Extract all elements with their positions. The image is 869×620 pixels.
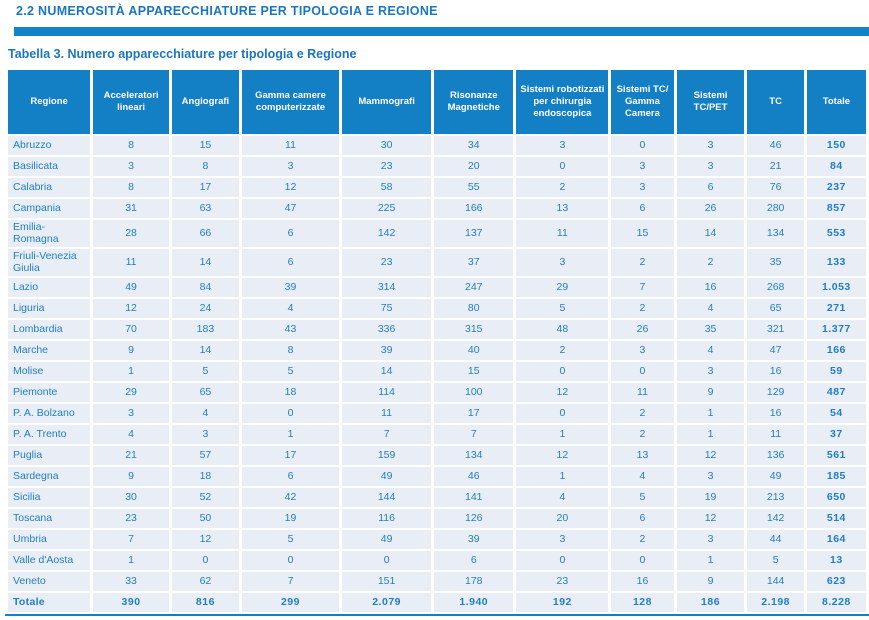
table-cell: 13 bbox=[611, 446, 673, 465]
table-cell: 7 bbox=[93, 530, 169, 549]
table-cell: 5 bbox=[516, 299, 608, 318]
region-name: Liguria bbox=[8, 299, 90, 318]
table-cell: 2 bbox=[677, 249, 745, 276]
table-cell: 134 bbox=[747, 220, 803, 247]
table-cell: 13 bbox=[807, 551, 866, 570]
table-cell: 3 bbox=[93, 157, 169, 176]
table-cell: 1 bbox=[677, 404, 745, 423]
table-cell: 16 bbox=[677, 278, 745, 297]
table-cell: 66 bbox=[172, 220, 239, 247]
table-cell: 39 bbox=[242, 278, 339, 297]
table-cell: 1.053 bbox=[807, 278, 866, 297]
column-header-totale: Totale bbox=[807, 70, 866, 134]
region-name: Emilia-Romagna bbox=[8, 220, 90, 247]
table-cell: 0 bbox=[516, 362, 608, 381]
region-name: Sardegna bbox=[8, 467, 90, 486]
region-name: Molise bbox=[8, 362, 90, 381]
table-cell: 1 bbox=[516, 467, 608, 486]
table-cell: 185 bbox=[807, 467, 866, 486]
region-name: Marche bbox=[8, 341, 90, 360]
table-cell: 857 bbox=[807, 199, 866, 218]
table-cell: 1 bbox=[516, 425, 608, 444]
region-name: Valle d'Aosta bbox=[8, 551, 90, 570]
region-name: Basilicata bbox=[8, 157, 90, 176]
table-cell: 33 bbox=[93, 572, 169, 591]
table-cell: 186 bbox=[677, 593, 745, 612]
table-row-valle-d-aosta bbox=[8, 551, 866, 570]
table-cell: 23 bbox=[516, 572, 608, 591]
table-cell: 63 bbox=[172, 199, 239, 218]
region-name: Lazio bbox=[8, 278, 90, 297]
table-row-molise bbox=[8, 362, 866, 381]
table-cell: 336 bbox=[342, 320, 431, 339]
table-cell: 13 bbox=[516, 199, 608, 218]
table-cell: 58 bbox=[342, 178, 431, 197]
table-cell: 3 bbox=[172, 425, 239, 444]
table-cell: 192 bbox=[516, 593, 608, 612]
table-cell: 39 bbox=[342, 341, 431, 360]
table-cell: 23 bbox=[342, 249, 431, 276]
total-row-label: Totale bbox=[8, 593, 90, 612]
table-cell: 3 bbox=[611, 178, 673, 197]
table-cell: 44 bbox=[747, 530, 803, 549]
table-cell: 0 bbox=[342, 551, 431, 570]
table-body bbox=[8, 136, 866, 612]
table-cell: 46 bbox=[747, 136, 803, 155]
table-cell: 321 bbox=[747, 320, 803, 339]
table-cell: 0 bbox=[172, 551, 239, 570]
region-name: Toscana bbox=[8, 509, 90, 528]
table-cell: 21 bbox=[747, 157, 803, 176]
column-header-acceleratori-lineari: Acceleratori lineari bbox=[93, 70, 169, 134]
table-cell: 12 bbox=[93, 299, 169, 318]
table-cell: 6 bbox=[677, 178, 745, 197]
table-row-p-a-trento bbox=[8, 425, 866, 444]
table-cell: 30 bbox=[93, 488, 169, 507]
table-cell: 2 bbox=[611, 249, 673, 276]
table-cell: 40 bbox=[434, 341, 513, 360]
table-cell: 35 bbox=[747, 249, 803, 276]
table-cell: 6 bbox=[434, 551, 513, 570]
table-cell: 12 bbox=[516, 446, 608, 465]
table-cell: 8 bbox=[242, 341, 339, 360]
table-cell: 183 bbox=[172, 320, 239, 339]
table-cell: 1.377 bbox=[807, 320, 866, 339]
table-cell: 100 bbox=[434, 383, 513, 402]
table-cell: 49 bbox=[93, 278, 169, 297]
table-cell: 150 bbox=[807, 136, 866, 155]
table-cell: 7 bbox=[611, 278, 673, 297]
table-cell: 28 bbox=[93, 220, 169, 247]
table-cell: 7 bbox=[434, 425, 513, 444]
region-name: Piemonte bbox=[8, 383, 90, 402]
table-cell: 6 bbox=[611, 509, 673, 528]
table-cell: 15 bbox=[434, 362, 513, 381]
table-cell: 0 bbox=[611, 362, 673, 381]
table-cell: 129 bbox=[747, 383, 803, 402]
table-cell: 14 bbox=[342, 362, 431, 381]
table-cell: 3 bbox=[677, 157, 745, 176]
table-cell: 8 bbox=[93, 136, 169, 155]
table-cell: 2 bbox=[611, 299, 673, 318]
table-cell: 4 bbox=[172, 404, 239, 423]
table-cell: 14 bbox=[172, 249, 239, 276]
table-cell: 0 bbox=[611, 551, 673, 570]
table-cell: 1 bbox=[677, 425, 745, 444]
table-row-toscana bbox=[8, 509, 866, 528]
table-cell: 4 bbox=[677, 299, 745, 318]
table-cell: 1 bbox=[93, 362, 169, 381]
section-divider-bar bbox=[14, 27, 869, 36]
table-cell: 20 bbox=[516, 509, 608, 528]
table-cell: 31 bbox=[93, 199, 169, 218]
table-row-abruzzo bbox=[8, 136, 866, 155]
table-cell: 8.228 bbox=[807, 593, 866, 612]
table-header bbox=[8, 70, 866, 134]
table-cell: 164 bbox=[807, 530, 866, 549]
table-cell: 2 bbox=[611, 425, 673, 444]
table-cell: 43 bbox=[242, 320, 339, 339]
table-cell: 2 bbox=[516, 341, 608, 360]
table-cell: 46 bbox=[434, 467, 513, 486]
table-cell: 3 bbox=[516, 136, 608, 155]
table-cell: 9 bbox=[677, 383, 745, 402]
table-cell: 2 bbox=[611, 530, 673, 549]
table-cell: 8 bbox=[93, 178, 169, 197]
table-cell: 3 bbox=[611, 157, 673, 176]
table-title: Tabella 3. Numero apparecchiature per tipologia e Regione bbox=[8, 47, 357, 61]
table-cell: 315 bbox=[434, 320, 513, 339]
table-cell: 3 bbox=[677, 136, 745, 155]
table-cell: 12 bbox=[172, 530, 239, 549]
table-cell: 6 bbox=[242, 220, 339, 247]
table-cell: 11 bbox=[747, 425, 803, 444]
table-cell: 65 bbox=[747, 299, 803, 318]
table-cell: 650 bbox=[807, 488, 866, 507]
table-cell: 142 bbox=[342, 220, 431, 247]
table-cell: 20 bbox=[434, 157, 513, 176]
table-row-calabria bbox=[8, 178, 866, 197]
section-title: 2.2 NUMEROSITÀ APPARECCHIATURE PER TIPOLOGIA E REGIONE bbox=[16, 4, 438, 18]
table-cell: 4 bbox=[93, 425, 169, 444]
table-cell: 0 bbox=[242, 551, 339, 570]
table-cell: 6 bbox=[242, 467, 339, 486]
table-cell: 166 bbox=[434, 199, 513, 218]
table-cell: 5 bbox=[242, 530, 339, 549]
table-cell: 19 bbox=[677, 488, 745, 507]
table-cell: 15 bbox=[172, 136, 239, 155]
table-cell: 8 bbox=[172, 157, 239, 176]
table-cell: 11 bbox=[611, 383, 673, 402]
table-cell: 6 bbox=[611, 199, 673, 218]
table-cell: 47 bbox=[242, 199, 339, 218]
table-row-sicilia bbox=[8, 488, 866, 507]
table-cell: 3 bbox=[242, 157, 339, 176]
table-cell: 561 bbox=[807, 446, 866, 465]
table-row-piemonte bbox=[8, 383, 866, 402]
table-cell: 48 bbox=[516, 320, 608, 339]
table-cell: 1.940 bbox=[434, 593, 513, 612]
table-cell: 18 bbox=[172, 467, 239, 486]
table-cell: 76 bbox=[747, 178, 803, 197]
region-name: Puglia bbox=[8, 446, 90, 465]
table-cell: 12 bbox=[677, 509, 745, 528]
region-name: Campania bbox=[8, 199, 90, 218]
table-cell: 144 bbox=[342, 488, 431, 507]
table-cell: 17 bbox=[242, 446, 339, 465]
table-row-veneto bbox=[8, 572, 866, 591]
table-cell: 136 bbox=[747, 446, 803, 465]
table-cell: 134 bbox=[434, 446, 513, 465]
table-cell: 151 bbox=[342, 572, 431, 591]
region-name: Abruzzo bbox=[8, 136, 90, 155]
table-cell: 24 bbox=[172, 299, 239, 318]
table-cell: 116 bbox=[342, 509, 431, 528]
table-cell: 65 bbox=[172, 383, 239, 402]
region-name: Friuli-Venezia Giulia bbox=[8, 249, 90, 276]
region-name: Veneto bbox=[8, 572, 90, 591]
table-row-friuli-venezia-giulia bbox=[8, 249, 866, 276]
table-cell: 35 bbox=[677, 320, 745, 339]
table-cell: 11 bbox=[93, 249, 169, 276]
column-header-angiografi: Angiografi bbox=[172, 70, 239, 134]
region-name: P. A. Trento bbox=[8, 425, 90, 444]
table-row-umbria bbox=[8, 530, 866, 549]
table-cell: 14 bbox=[172, 341, 239, 360]
table-cell: 14 bbox=[677, 220, 745, 247]
table-cell: 17 bbox=[172, 178, 239, 197]
column-header-regione: Regione bbox=[8, 70, 90, 134]
table-cell: 6 bbox=[242, 249, 339, 276]
table-row-marche bbox=[8, 341, 866, 360]
table-row-lazio bbox=[8, 278, 866, 297]
table-cell: 2.198 bbox=[747, 593, 803, 612]
table-cell: 553 bbox=[807, 220, 866, 247]
table-cell: 3 bbox=[677, 362, 745, 381]
table-cell: 16 bbox=[611, 572, 673, 591]
table-row-campania bbox=[8, 199, 866, 218]
table-cell: 2 bbox=[611, 404, 673, 423]
table-cell: 159 bbox=[342, 446, 431, 465]
table-cell: 280 bbox=[747, 199, 803, 218]
table-cell: 12 bbox=[677, 446, 745, 465]
table-row-p-a-bolzano bbox=[8, 404, 866, 423]
table-cell: 3 bbox=[93, 404, 169, 423]
table-cell: 84 bbox=[807, 157, 866, 176]
table-cell: 1 bbox=[677, 551, 745, 570]
table-cell: 75 bbox=[342, 299, 431, 318]
table-cell: 23 bbox=[342, 157, 431, 176]
region-name: Sicilia bbox=[8, 488, 90, 507]
table-cell: 9 bbox=[93, 341, 169, 360]
table-cell: 2 bbox=[516, 178, 608, 197]
table-cell: 55 bbox=[434, 178, 513, 197]
table-row-liguria bbox=[8, 299, 866, 318]
table-row-sardegna bbox=[8, 467, 866, 486]
table-cell: 4 bbox=[242, 299, 339, 318]
table-cell: 4 bbox=[677, 341, 745, 360]
table-cell: 114 bbox=[342, 383, 431, 402]
table-row-puglia bbox=[8, 446, 866, 465]
table-cell: 9 bbox=[93, 467, 169, 486]
column-header-gamma-camere-computerizzate: Gamma camere computerizzate bbox=[242, 70, 339, 134]
table-cell: 70 bbox=[93, 320, 169, 339]
table-cell: 29 bbox=[516, 278, 608, 297]
table-cell: 1 bbox=[93, 551, 169, 570]
table-cell: 623 bbox=[807, 572, 866, 591]
table-cell: 39 bbox=[434, 530, 513, 549]
equipment-table bbox=[5, 68, 869, 616]
table-cell: 7 bbox=[242, 572, 339, 591]
table-cell: 21 bbox=[93, 446, 169, 465]
table-cell: 16 bbox=[747, 404, 803, 423]
table-cell: 7 bbox=[342, 425, 431, 444]
table-cell: 3 bbox=[611, 341, 673, 360]
table-cell: 29 bbox=[93, 383, 169, 402]
table-cell: 0 bbox=[516, 551, 608, 570]
table-cell: 23 bbox=[93, 509, 169, 528]
table-cell: 314 bbox=[342, 278, 431, 297]
table-cell: 37 bbox=[807, 425, 866, 444]
table-cell: 26 bbox=[611, 320, 673, 339]
table-cell: 5 bbox=[172, 362, 239, 381]
column-header-tc: TC bbox=[747, 70, 803, 134]
table-cell: 59 bbox=[807, 362, 866, 381]
table-cell: 268 bbox=[747, 278, 803, 297]
table-cell: 137 bbox=[434, 220, 513, 247]
column-header-sistemi-tc-gamma-camera: Sistemi TC/ Gamma Camera bbox=[611, 70, 673, 134]
region-name: Lombardia bbox=[8, 320, 90, 339]
region-name: P. A. Bolzano bbox=[8, 404, 90, 423]
table-cell: 12 bbox=[516, 383, 608, 402]
table-cell: 299 bbox=[242, 593, 339, 612]
table-cell: 514 bbox=[807, 509, 866, 528]
table-cell: 128 bbox=[611, 593, 673, 612]
table-cell: 5 bbox=[611, 488, 673, 507]
table-cell: 144 bbox=[747, 572, 803, 591]
table-cell: 3 bbox=[677, 467, 745, 486]
table-cell: 213 bbox=[747, 488, 803, 507]
table-cell: 9 bbox=[677, 572, 745, 591]
region-name: Umbria bbox=[8, 530, 90, 549]
table-cell: 49 bbox=[747, 467, 803, 486]
table-cell: 0 bbox=[516, 404, 608, 423]
region-name: Calabria bbox=[8, 178, 90, 197]
table-cell: 16 bbox=[747, 362, 803, 381]
table-cell: 11 bbox=[342, 404, 431, 423]
table-cell: 390 bbox=[93, 593, 169, 612]
table-cell: 4 bbox=[516, 488, 608, 507]
table-cell: 247 bbox=[434, 278, 513, 297]
table-cell: 15 bbox=[611, 220, 673, 247]
table-cell: 17 bbox=[434, 404, 513, 423]
table-cell: 62 bbox=[172, 572, 239, 591]
table-cell: 237 bbox=[807, 178, 866, 197]
table-cell: 0 bbox=[611, 136, 673, 155]
table-cell: 271 bbox=[807, 299, 866, 318]
table-cell: 37 bbox=[434, 249, 513, 276]
column-header-mammografi: Mammografi bbox=[342, 70, 431, 134]
table-cell: 42 bbox=[242, 488, 339, 507]
table-cell: 166 bbox=[807, 341, 866, 360]
table-cell: 141 bbox=[434, 488, 513, 507]
table-cell: 5 bbox=[242, 362, 339, 381]
table-cell: 11 bbox=[516, 220, 608, 247]
table-cell: 49 bbox=[342, 530, 431, 549]
table-cell: 18 bbox=[242, 383, 339, 402]
table-cell: 34 bbox=[434, 136, 513, 155]
column-header-risonanze-magnetiche: Risonanze Magnetiche bbox=[434, 70, 513, 134]
table-cell: 50 bbox=[172, 509, 239, 528]
table-cell: 1 bbox=[242, 425, 339, 444]
table-cell: 3 bbox=[516, 530, 608, 549]
column-header-sistemi-tc-pet: Sistemi TC/PET bbox=[677, 70, 745, 134]
table-row-lombardia bbox=[8, 320, 866, 339]
table-cell: 816 bbox=[172, 593, 239, 612]
table-cell: 142 bbox=[747, 509, 803, 528]
table-cell: 178 bbox=[434, 572, 513, 591]
table-cell: 80 bbox=[434, 299, 513, 318]
table-cell: 84 bbox=[172, 278, 239, 297]
table-row-emilia-romagna bbox=[8, 220, 866, 247]
table-cell: 487 bbox=[807, 383, 866, 402]
table-cell: 126 bbox=[434, 509, 513, 528]
table-cell: 2.079 bbox=[342, 593, 431, 612]
column-header-sistemi-robotizzati-per-chirurgia-endoscopica: Sistemi robotizzati per chirurgia endoscopica bbox=[516, 70, 608, 134]
table-cell: 4 bbox=[611, 467, 673, 486]
table-cell: 57 bbox=[172, 446, 239, 465]
table-cell: 225 bbox=[342, 199, 431, 218]
table-cell: 3 bbox=[677, 530, 745, 549]
table-cell: 0 bbox=[242, 404, 339, 423]
table-cell: 30 bbox=[342, 136, 431, 155]
header-row bbox=[8, 70, 866, 134]
table-cell: 11 bbox=[242, 136, 339, 155]
table-cell: 12 bbox=[242, 178, 339, 197]
table-cell: 54 bbox=[807, 404, 866, 423]
table-cell: 47 bbox=[747, 341, 803, 360]
table-cell: 49 bbox=[342, 467, 431, 486]
table-row-basilicata bbox=[8, 157, 866, 176]
table-cell: 3 bbox=[516, 249, 608, 276]
table-cell: 52 bbox=[172, 488, 239, 507]
table-cell: 5 bbox=[747, 551, 803, 570]
table-cell: 26 bbox=[677, 199, 745, 218]
table-cell: 133 bbox=[807, 249, 866, 276]
table-cell: 0 bbox=[516, 157, 608, 176]
total-row bbox=[8, 593, 866, 612]
table-cell: 19 bbox=[242, 509, 339, 528]
